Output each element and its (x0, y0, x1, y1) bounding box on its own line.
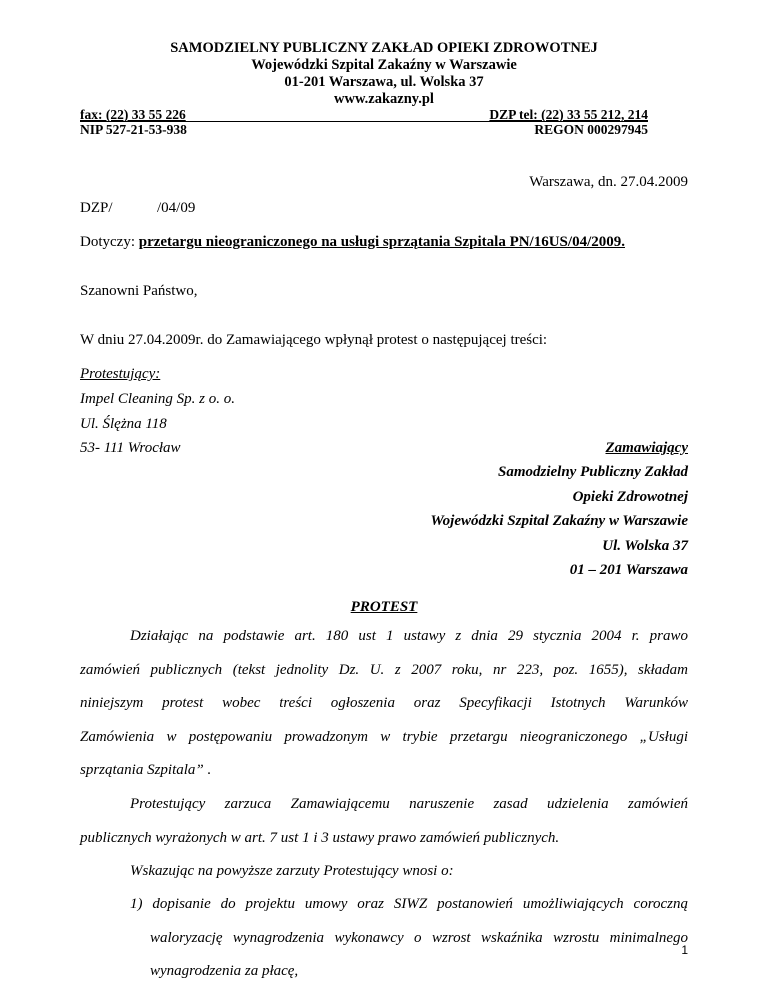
hospital-name: Wojewódzki Szpital Zakaźny w Warszawie (251, 57, 517, 73)
paragraph-1-line-2: zamówień publicznych (tekst jednolity Dz. U. z 2007 roku, nr 223, poz. 1655), składam (80, 661, 688, 678)
paragraph-2-line-1: Protestujący zarzuca Zamawiającemu naruszenie zasad udzielenia zamówień (130, 796, 688, 812)
paragraph-1-line-4: Zamówienia w postępowaniu prowadzonym w trybie przetargu nieograniczonego „Usługi (80, 728, 688, 745)
protester-street: Ul. Ślężna 118 (80, 416, 167, 432)
place-date: Warszawa, dn. 27.04.2009 (529, 174, 688, 190)
paragraph-1-line-5: sprzątania Szpitala” . (80, 762, 212, 778)
website: www.zakazny.pl (334, 91, 434, 107)
recipient-line-1: Samodzielny Publiczny Zakład (497, 464, 688, 480)
paragraph-3 (80, 855, 688, 889)
org-name: SAMODZIELNY PUBLICZNY ZAKŁAD OPIEKI ZDROWOTNEJ (170, 40, 598, 56)
recipient-line-3: Wojewódzki Szpital Zakaźny w Warszawie (430, 513, 688, 529)
intro-sentence: W dniu 27.04.2009r. do Zamawiającego wpłynął protest o następującej treści: (80, 332, 548, 348)
paragraph-1-line-1: Działając na podstawie art. 180 ust 1 ustawy z dnia 29 stycznia 2004 r. prawo (130, 628, 688, 644)
protest-title: PROTEST (350, 599, 418, 615)
paragraph-2 (80, 788, 688, 855)
page-number: 1 (681, 943, 688, 957)
reference-suffix: /04/09 (157, 200, 196, 216)
list-item-1-line-2: waloryzację wynagrodzenia wykonawcy o wzrost wskaźnika wzrostu minimalnego (150, 929, 688, 946)
list-item-1-tail (150, 955, 688, 985)
nip: NIP 527-21-53-938 (80, 122, 187, 137)
recipient-label: Zamawiający (605, 440, 688, 456)
paragraph-1-line-3: niniejszym protest wobec treści ogłoszenia oraz Specyfikacji Istotnych Warunków (80, 695, 688, 711)
list-item-1-line-1: 1) dopisanie do projektu umowy oraz SIWZ postanowień umożliwiających coroczną (130, 896, 688, 912)
recipient-line-4: Ul. Wolska 37 (602, 538, 688, 554)
protester-city: 53- 111 Wrocław (80, 440, 181, 456)
recipient-line-5: 01 – 201 Warszawa (569, 562, 688, 578)
subject-text: przetargu nieograniczonego na usługi sprzątania Szpitala PN/16US/04/2009. (138, 234, 625, 250)
list-item-1 (130, 888, 688, 955)
paragraph-1 (80, 620, 688, 788)
reference-prefix: DZP/ (80, 200, 113, 216)
regon: REGON 000297945 (534, 122, 648, 137)
subject-line (80, 233, 625, 251)
hospital-address: 01-201 Warszawa, ul. Wolska 37 (284, 74, 484, 90)
list-item-1-line-3: wynagrodzenia za płacę, (150, 963, 299, 979)
salutation: Szanowni Państwo, (80, 283, 198, 299)
paragraph-3-text: Wskazując na powyższe zarzuty Protestujący wnosi o: (130, 863, 454, 879)
dzp-tel: DZP tel: (22) 33 55 212, 214 (489, 107, 648, 122)
paragraph-2-line-2: publicznych wyrażonych w art. 7 ust 1 i 3 ustawy prawo zamówień publicznych. (80, 829, 560, 846)
fax: fax: (22) 33 55 226 (80, 107, 186, 122)
letterhead (80, 40, 688, 108)
protester-label: Protestujący: (80, 366, 161, 382)
subject-label: Dotyczy: (80, 234, 135, 250)
recipient-line-2: Opieki Zdrowotnej (572, 489, 688, 505)
protester-company: Impel Cleaning Sp. z o. o. (80, 391, 235, 407)
